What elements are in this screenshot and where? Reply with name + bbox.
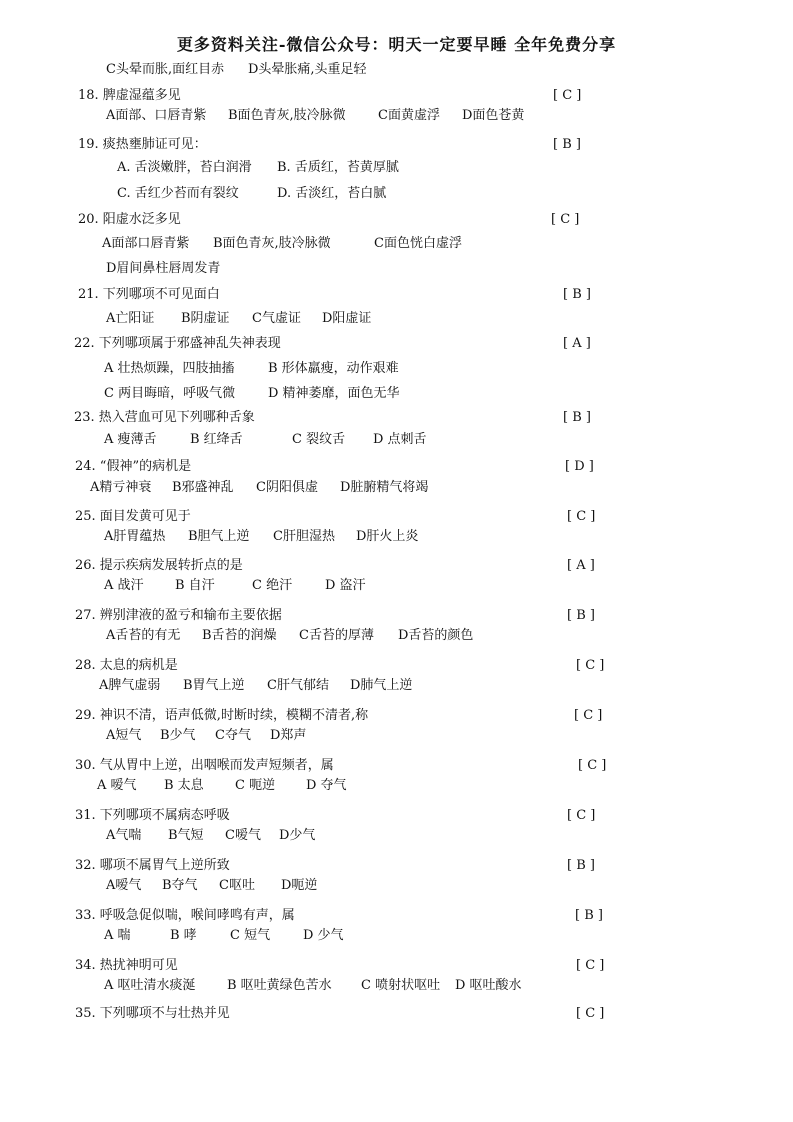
answer-bracket: [ A ] xyxy=(567,558,595,573)
option: C头晕而胀,面红目赤 xyxy=(106,62,225,77)
option: B气短 xyxy=(168,828,204,843)
option: C 呃逆 xyxy=(235,778,276,793)
option: B面色青灰,肢冷脉微 xyxy=(213,236,331,251)
option: D脏腑精气将竭 xyxy=(340,480,429,495)
option: D 呕吐酸水 xyxy=(455,978,522,993)
question-stem: 22. 下列哪项属于邪盛神乱失神表现 xyxy=(74,336,281,351)
option: B 哮 xyxy=(170,928,197,943)
option: B. 舌质红，苔黄厚腻 xyxy=(277,160,399,175)
option: B夺气 xyxy=(162,878,198,893)
option: C气虚证 xyxy=(252,311,301,326)
option: D呃逆 xyxy=(281,878,318,893)
option: B 红绛舌 xyxy=(190,432,243,447)
option: A 战汗 xyxy=(104,578,144,593)
question-stem: 20. 阳虚水泛多见 xyxy=(78,212,181,227)
option: B少气 xyxy=(160,728,196,743)
question-stem: 30. 气从胃中上逆，出咽喉而发声短频者，属 xyxy=(75,758,334,773)
option: D 盗汗 xyxy=(325,578,366,593)
question-stem: 24. “假神”的病机是 xyxy=(75,459,192,474)
option: A 嗳气 xyxy=(97,778,137,793)
question-stem: 27. 辨别津液的盈亏和输布主要依据 xyxy=(75,608,282,623)
question-stem: 28. 太息的病机是 xyxy=(75,658,178,673)
question-stem: 33. 呼吸急促似喘，喉间哮鸣有声，属 xyxy=(75,908,295,923)
option: A舌苔的有无 xyxy=(106,628,181,643)
option: C面色恍白虚浮 xyxy=(374,236,462,251)
question-stem: 32. 哪项不属胃气上逆所致 xyxy=(75,858,230,873)
option: A 喘 xyxy=(104,928,131,943)
option: C呕吐 xyxy=(219,878,255,893)
answer-bracket: [ C ] xyxy=(551,212,580,227)
page-header: 更多资料关注-微信公众号：明天一定要早睡 全年免费分享 xyxy=(176,35,617,54)
option: A气喘 xyxy=(106,828,142,843)
answer-bracket: [ C ] xyxy=(578,758,607,773)
option: D眉间鼻柱唇周发青 xyxy=(106,261,221,276)
option: C夺气 xyxy=(215,728,251,743)
answer-bracket: [ C ] xyxy=(553,88,582,103)
answer-bracket: [ A ] xyxy=(563,336,591,351)
option: A 呕吐清水痰涎 xyxy=(104,978,196,993)
option: D 少气 xyxy=(303,928,344,943)
option: A. 舌淡嫩胖，苔白润滑 xyxy=(117,160,252,175)
option: A肝胃蕴热 xyxy=(104,529,166,544)
option: A嗳气 xyxy=(106,878,142,893)
question-stem: 21. 下列哪项不可见面白 xyxy=(78,287,220,302)
option: B阴虚证 xyxy=(181,311,230,326)
option: C 绝汗 xyxy=(252,578,293,593)
option: B 呕吐黄绿色苦水 xyxy=(227,978,332,993)
option: A脾气虚弱 xyxy=(99,678,161,693)
option: D. 舌淡红，苔白腻 xyxy=(277,186,387,201)
answer-bracket: [ B ] xyxy=(575,908,603,923)
option: B 自汗 xyxy=(175,578,215,593)
answer-bracket: [ C ] xyxy=(576,958,605,973)
option: B 太息 xyxy=(164,778,204,793)
option: D少气 xyxy=(279,828,316,843)
answer-bracket: [ D ] xyxy=(565,459,594,474)
option: D肺气上逆 xyxy=(350,678,413,693)
option: B邪盛神乱 xyxy=(172,480,234,495)
question-stem: 19. 痰热壅肺证可见： xyxy=(78,137,207,152)
question-stem: 29. 神识不清，语声低微,时断时续，模糊不清者,称 xyxy=(75,708,369,723)
option: D头晕胀痛,头重足轻 xyxy=(248,62,367,77)
option: B 形体羸瘦，动作艰难 xyxy=(268,361,399,376)
option: B舌苔的润燥 xyxy=(202,628,277,643)
question-stem: 25. 面目发黄可见于 xyxy=(75,509,191,524)
answer-bracket: [ B ] xyxy=(567,608,595,623)
option: C舌苔的厚薄 xyxy=(299,628,374,643)
option: D舌苔的颜色 xyxy=(398,628,474,643)
option: D面色苍黄 xyxy=(462,108,525,123)
option: A面部、口唇青紫 xyxy=(106,108,207,123)
option: D 点刺舌 xyxy=(373,432,427,447)
answer-bracket: [ B ] xyxy=(563,410,591,425)
answer-bracket: [ C ] xyxy=(576,658,605,673)
option: A短气 xyxy=(106,728,142,743)
option: D 精神萎靡，面色无华 xyxy=(268,386,400,401)
answer-bracket: [ B ] xyxy=(567,858,595,873)
option: C 短气 xyxy=(230,928,271,943)
option: C 喷射状呕吐 xyxy=(361,978,441,993)
option: D郑声 xyxy=(270,728,307,743)
option: C阴阳俱虚 xyxy=(256,480,318,495)
option: C面黄虚浮 xyxy=(378,108,440,123)
option: A 瘦薄舌 xyxy=(104,432,157,447)
option: C嗳气 xyxy=(225,828,261,843)
option: B面色青灰,肢冷脉微 xyxy=(228,108,346,123)
question-stem: 23. 热入营血可见下列哪种舌象 xyxy=(74,410,255,425)
answer-bracket: [ C ] xyxy=(567,808,596,823)
option: A亡阳证 xyxy=(106,311,155,326)
question-stem: 26. 提示疾病发展转折点的是 xyxy=(75,558,243,573)
option: A精亏神衰 xyxy=(90,480,152,495)
question-stem: 18. 脾虚湿蕴多见 xyxy=(78,88,181,103)
option: C. 舌红少苔而有裂纹 xyxy=(117,186,239,201)
option: D 夺气 xyxy=(306,778,347,793)
option: A面部口唇青紫 xyxy=(102,236,190,251)
option: C肝胆湿热 xyxy=(273,529,335,544)
answer-bracket: [ C ] xyxy=(576,1006,605,1021)
answer-bracket: [ B ] xyxy=(553,137,581,152)
option: B胆气上逆 xyxy=(188,529,250,544)
question-stem: 34. 热扰神明可见 xyxy=(75,958,178,973)
option: A 壮热烦躁，四肢抽搐 xyxy=(104,361,235,376)
option: D阳虚证 xyxy=(322,311,372,326)
answer-bracket: [ C ] xyxy=(574,708,603,723)
option: D肝火上炎 xyxy=(356,529,419,544)
answer-bracket: [ C ] xyxy=(567,509,596,524)
option: C 裂纹舌 xyxy=(292,432,346,447)
option: C肝气郁结 xyxy=(267,678,329,693)
option: B胃气上逆 xyxy=(183,678,245,693)
answer-bracket: [ B ] xyxy=(563,287,591,302)
question-stem: 35. 下列哪项不与壮热并见 xyxy=(75,1006,230,1021)
option: C 两目晦暗，呼吸气微 xyxy=(104,386,236,401)
question-stem: 31. 下列哪项不属病态呼吸 xyxy=(75,808,230,823)
